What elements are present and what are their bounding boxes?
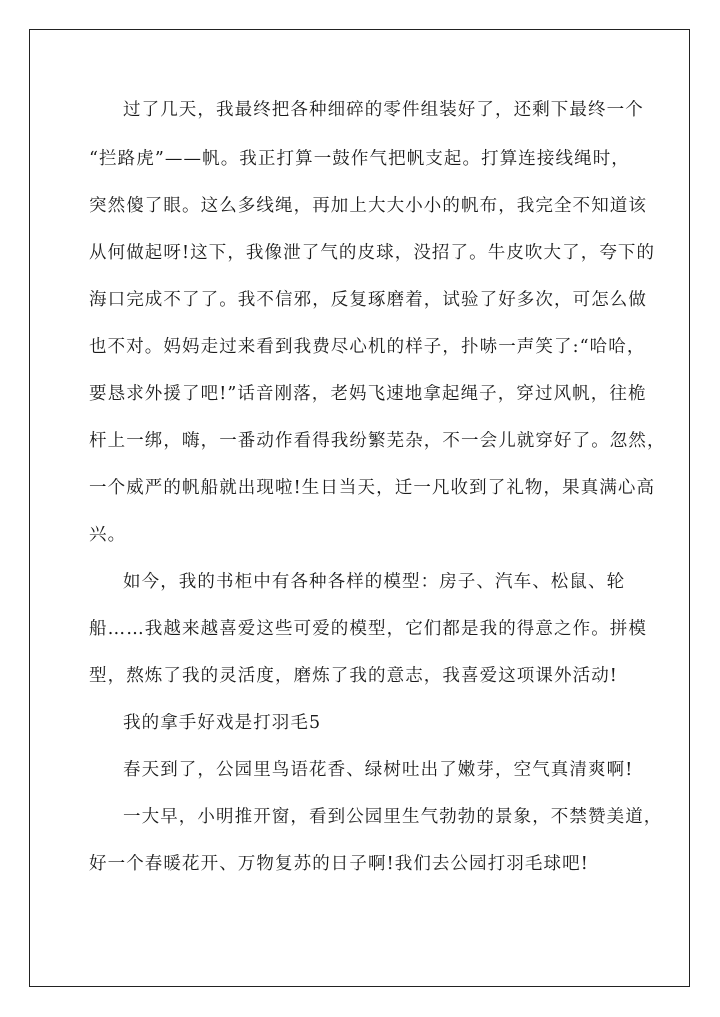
text-line: 杆上一绑，嗨，一番动作看得我纷繁芜杂，不一会儿就穿好了。忽然， xyxy=(89,431,666,451)
text-line: 从何做起呀!这下，我像泄了气的皮球，没招了。牛皮吹大了，夸下的 xyxy=(89,243,656,263)
text-line: 突然傻了眼。这么多线绳，再加上大大小小的帆布，我完全不知道该 xyxy=(89,196,647,216)
text-line: 过了几天，我最终把各种细碎的零件组装好了，还剩下最终一个 xyxy=(123,100,644,120)
text-line: 如今，我的书柜中有各种各样的模型：房子、汽车、松鼠、轮 xyxy=(123,572,626,592)
text-line: 船……我越来越喜爱这些可爱的模型，它们都是我的得意之作。拼模 xyxy=(89,619,647,639)
text-line: 海口完成不了了。我不信邪，反复琢磨着，试验了好多次，可怎么做 xyxy=(89,290,647,310)
section-heading: 我的拿手好戏是打羽毛5 xyxy=(123,713,322,733)
text-line: 型，熬炼了我的灵活度，磨炼了我的意志，我喜爱这项课外活动! xyxy=(89,666,618,686)
text-line: 一大早，小明推开窗，看到公园里生气勃勃的景象，不禁赞美道， xyxy=(123,807,663,827)
text-line: 兴。 xyxy=(89,525,127,545)
text-line: “拦路虎”——帆。我正打算一鼓作气把帆支起。打算连接线绳时， xyxy=(89,149,630,169)
text-line: 也不对。妈妈走过来看到我费尽心机的样子，扑哧一声笑了:“哈哈， xyxy=(89,337,646,357)
text-line: 好一个春暖花开、万物复苏的日子啊!我们去公园打羽毛球吧! xyxy=(89,854,589,874)
page-border xyxy=(29,29,690,987)
text-line: 春天到了，公园里鸟语花香、绿树吐出了嫩芽，空气真清爽啊! xyxy=(123,760,634,780)
text-line: 一个威严的帆船就出现啦!生日当天，迁一凡收到了礼物，果真满心高 xyxy=(89,478,656,498)
text-line: 要恳求外援了吧!”话音刚落，老妈飞速地拿起绳子，穿过风帆，往桅 xyxy=(89,384,647,404)
